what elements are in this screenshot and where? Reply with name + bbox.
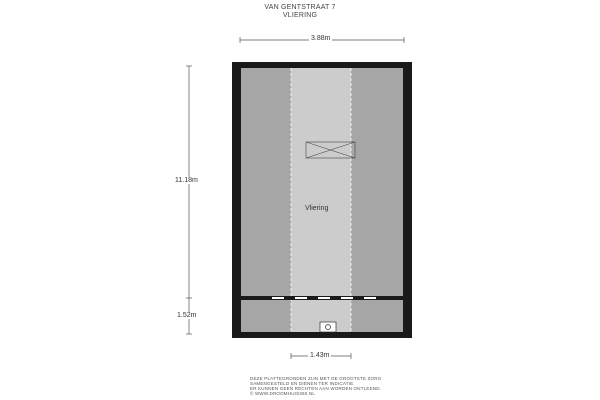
- fixture-icon: [320, 322, 336, 332]
- floor-title: VLIERING: [282, 12, 318, 19]
- room-label-vliering: Vliering: [305, 205, 329, 212]
- disclaimer-line-3: ER KUNNEN GEEN RECHTEN AAN WORDEN ONTLEEND.: [250, 386, 382, 391]
- address-title: VAN GENTSTRAAT 7: [264, 4, 336, 11]
- dim-width-top: 3.88m: [311, 35, 331, 42]
- dim-length-small: 1.52m: [177, 312, 197, 319]
- dim-length-main: 11.18m: [175, 177, 198, 184]
- dimension-left: [186, 66, 192, 334]
- roof-beam: [241, 296, 403, 300]
- roof-slope-right: [351, 68, 403, 332]
- floor-center: [291, 68, 351, 332]
- dim-width-bottom: 1.43m: [310, 352, 330, 359]
- roof-slope-left: [241, 68, 291, 332]
- disclaimer-line-1: DEZE PLATTEGRONDEN ZIJN MET DE GROOTSTE ZORG: [250, 376, 382, 381]
- disclaimer-line-2: SAMENGESTELD EN DIENEN TER INDICATIE.: [250, 381, 355, 386]
- disclaimer-line-4: © WWW.DROOMHUIS360.NL: [250, 391, 316, 396]
